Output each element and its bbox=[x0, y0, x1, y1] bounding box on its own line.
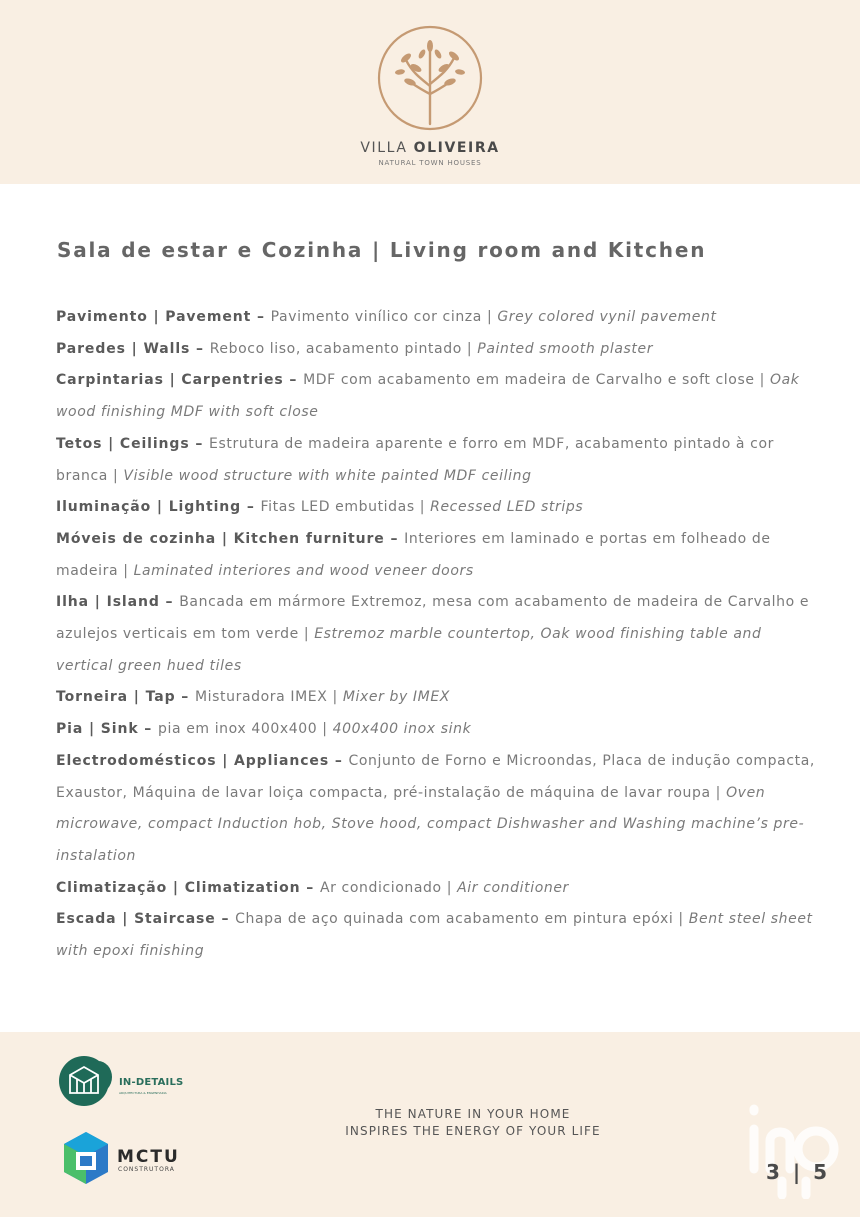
mctu-logo-icon bbox=[60, 1130, 112, 1186]
spec-term: Paredes | Walls bbox=[56, 340, 191, 357]
brand-name-light: VILLA bbox=[360, 140, 408, 156]
spec-separator: – bbox=[241, 499, 261, 516]
in-details-name: IN-DETAILS bbox=[119, 1077, 184, 1088]
spec-item bbox=[56, 873, 816, 905]
spec-term: Iluminação | Lighting bbox=[56, 499, 242, 516]
spec-list bbox=[56, 302, 816, 968]
spec-separator: – bbox=[251, 309, 271, 325]
spec-separator: – bbox=[189, 435, 210, 452]
brand-name bbox=[0, 140, 860, 156]
spec-term: Electrodomésticos | Appliances bbox=[56, 752, 330, 769]
spec-separator: – bbox=[215, 911, 236, 928]
spec-text-pt: Estrutura de madeira aparente e forro em MDF, acabamento pintado à cor branca | bbox=[56, 435, 774, 484]
spec-text-pt: Pavimento vinílico cor cinza | bbox=[270, 309, 498, 325]
spec-term: Tetos | Ceilings bbox=[56, 435, 190, 452]
spec-text-pt: Fitas LED embutidas | bbox=[260, 499, 431, 516]
spec-term: Carpintarias | Carpentries bbox=[56, 372, 284, 389]
in-details-logo-icon bbox=[58, 1055, 114, 1107]
spec-item bbox=[56, 904, 816, 967]
spec-item bbox=[56, 682, 816, 714]
olive-tree-icon bbox=[376, 24, 484, 132]
spec-term: Climatização | Climatization bbox=[56, 879, 301, 896]
spec-text-en: Grey colored vynil pavement bbox=[497, 309, 717, 325]
spec-separator: – bbox=[300, 879, 320, 896]
spec-item bbox=[56, 587, 816, 682]
spec-separator: – bbox=[329, 752, 349, 769]
spec-text-pt: Conjunto de Forno e Microondas, Placa de indução compacta, Exaustor, Máquina de lavar loiça compacta, pré-instalação de máquina de lavar roupa | bbox=[56, 752, 815, 801]
spec-text-pt: Misturadora IMEX | bbox=[194, 689, 343, 706]
spec-text-en: Estremoz marble countertop, Oak wood finishing table and vertical green hued tiles bbox=[56, 626, 762, 674]
spec-item bbox=[56, 714, 816, 746]
spec-term: Pia | Sink bbox=[56, 721, 139, 738]
spec-separator: – bbox=[159, 594, 180, 611]
page-number: 3 | 5 bbox=[766, 1160, 831, 1184]
spec-text-en: Mixer by IMEX bbox=[342, 689, 450, 706]
spec-separator: – bbox=[138, 721, 158, 738]
spec-text-en: Visible wood structure with white painted MDF ceiling bbox=[123, 467, 532, 484]
spec-term: Móveis de cozinha | Kitchen furniture bbox=[56, 530, 385, 547]
spec-text-en: Painted smooth plaster bbox=[477, 340, 654, 357]
spec-text-en: Oven microwave, compact Induction hob, Stove hood, compact Dishwasher and Washing machine’s pre-instalation bbox=[56, 784, 805, 864]
brand-name-bold: OLIVEIRA bbox=[413, 140, 500, 156]
slogan-line: THE NATURE IN YOUR HOME bbox=[375, 1107, 571, 1121]
spec-text-en: Bent steel sheet with epoxi finishing bbox=[56, 911, 813, 960]
spec-separator: – bbox=[175, 689, 195, 706]
spec-item bbox=[56, 429, 816, 492]
page-header bbox=[0, 0, 860, 184]
spec-text-pt: pia em inox 400x400 | bbox=[157, 721, 333, 738]
spec-item bbox=[56, 334, 816, 366]
spec-term: Torneira | Tap bbox=[56, 689, 176, 706]
spec-text-pt: Interiores em laminado e portas em folheado de madeira | bbox=[56, 530, 771, 579]
spec-text-pt: Chapa de aço quinada com acabamento em pintura epóxi | bbox=[235, 911, 689, 928]
spec-text-en: Recessed LED strips bbox=[430, 499, 584, 516]
spec-item bbox=[56, 746, 816, 873]
spec-term: Escada | Staircase bbox=[56, 911, 216, 928]
spec-text-en: 400x400 inox sink bbox=[332, 721, 472, 738]
in-details-subtitle: ARQUITECTURA & ENGENHARIA bbox=[119, 1091, 167, 1095]
spec-item bbox=[56, 365, 816, 428]
slogan bbox=[300, 1106, 646, 1140]
mctu-subtitle: CONSTRUTORA bbox=[118, 1166, 175, 1173]
spec-text-pt: MDF com acabamento em madeira de Carvalho e soft close | bbox=[303, 372, 770, 389]
slogan-line: INSPIRES THE ENERGY OF YOUR LIFE bbox=[345, 1124, 601, 1138]
spec-separator: – bbox=[384, 530, 405, 547]
spec-item bbox=[56, 492, 816, 524]
spec-text-en: Laminated interiores and wood veneer doors bbox=[133, 562, 474, 579]
spec-item bbox=[56, 524, 816, 587]
spec-text-pt: Reboco liso, acabamento pintado | bbox=[209, 340, 478, 357]
spec-separator: – bbox=[283, 372, 304, 389]
spec-text-pt: Bancada em mármore Extremoz, mesa com acabamento de madeira de Carvalho e azulejos verticais em tom verde | bbox=[56, 594, 810, 643]
page-title: Sala de estar e Cozinha | Living room and Kitchen bbox=[57, 238, 707, 262]
mctu-name: MCTU bbox=[117, 1147, 180, 1167]
spec-text-pt: Ar condicionado | bbox=[319, 879, 458, 896]
spec-text-en: Oak wood finishing MDF with soft close bbox=[56, 372, 800, 421]
spec-item bbox=[56, 302, 816, 334]
brand-tagline: NATURAL TOWN HOUSES bbox=[378, 159, 482, 167]
spec-term: Ilha | Island bbox=[56, 594, 160, 611]
spec-separator: – bbox=[190, 340, 210, 357]
spec-term: Pavimento | Pavement bbox=[56, 309, 252, 325]
spec-text-en: Air conditioner bbox=[457, 879, 569, 896]
